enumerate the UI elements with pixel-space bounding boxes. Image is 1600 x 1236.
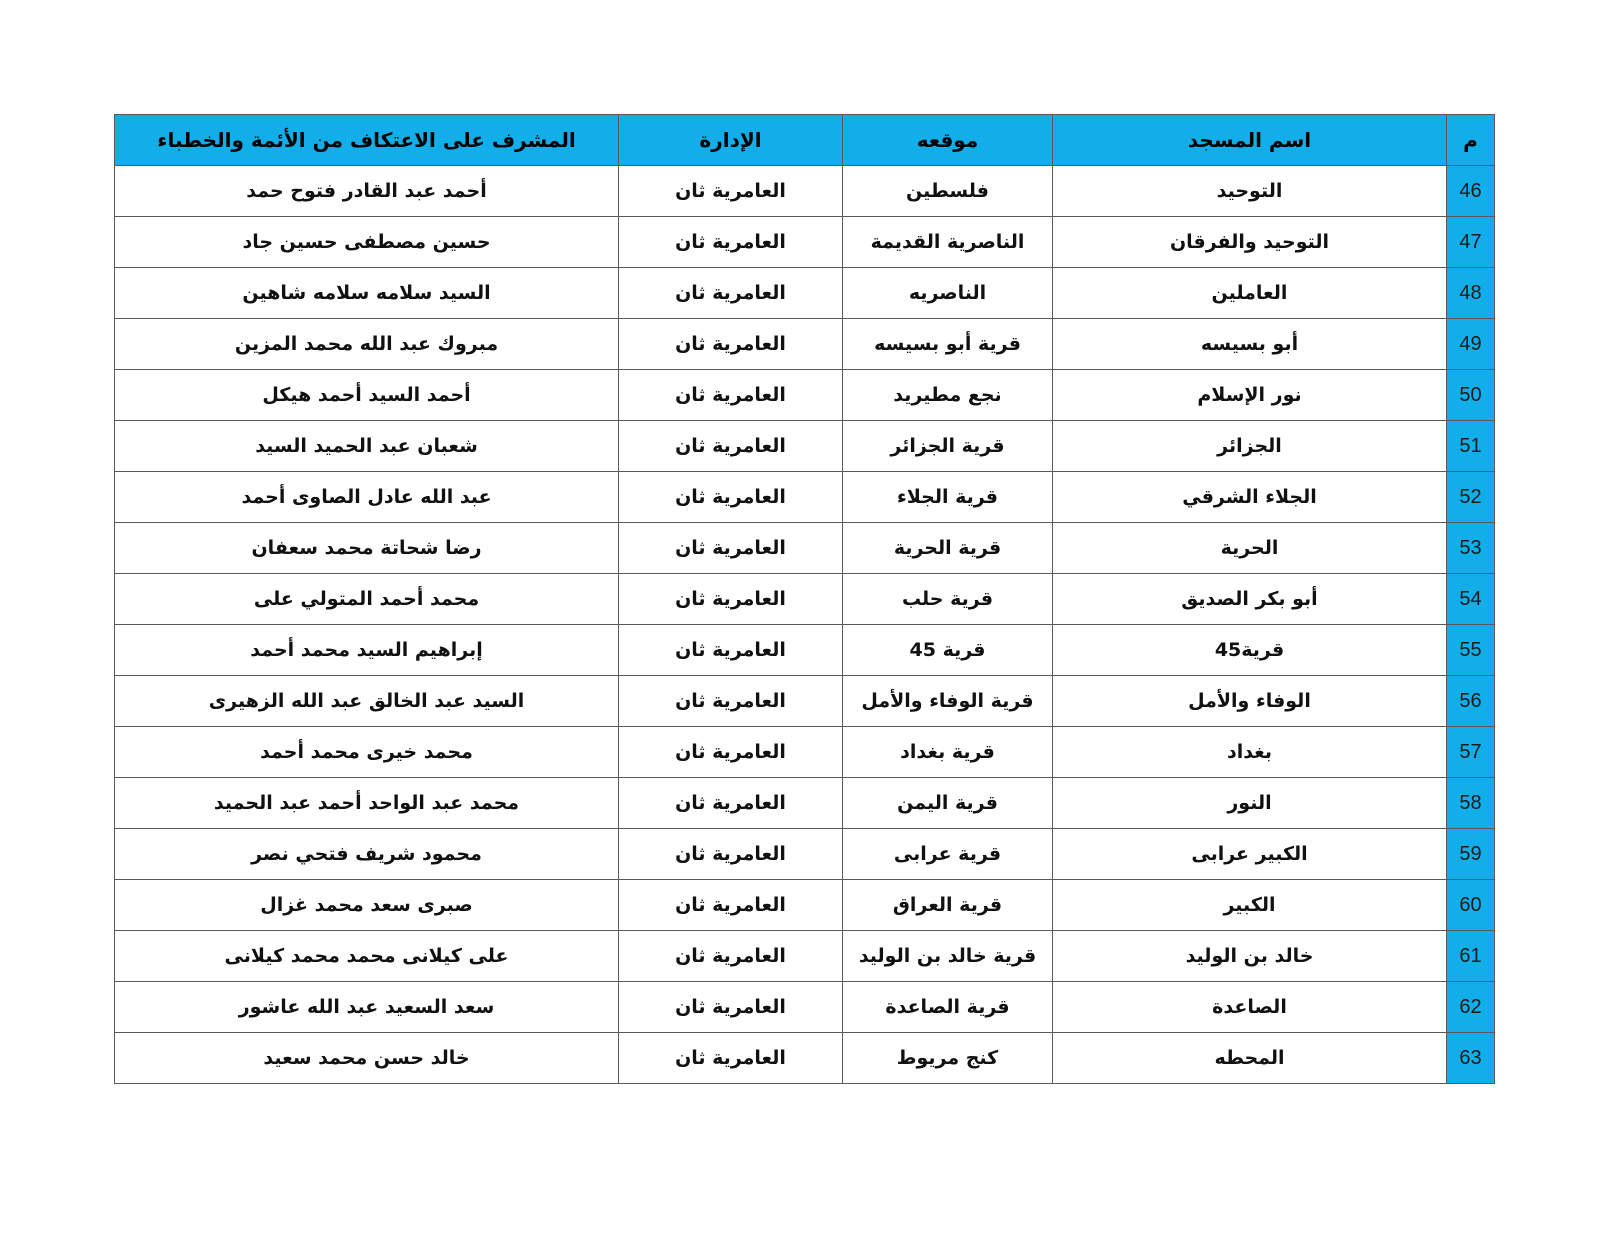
- row-number: 59: [1447, 829, 1495, 880]
- location-cell: فلسطين: [843, 166, 1053, 217]
- administration-cell: العامرية ثان: [619, 982, 843, 1033]
- administration-cell: العامرية ثان: [619, 217, 843, 268]
- table-row: [115, 982, 1495, 1033]
- administration-cell: العامرية ثان: [619, 880, 843, 931]
- mosque-name-cell: بغداد: [1053, 727, 1447, 778]
- table-row: [115, 472, 1495, 523]
- mosque-name-cell: التوحيد: [1053, 166, 1447, 217]
- header-mosque-name: اسم المسجد: [1053, 115, 1447, 166]
- supervisor-cell: شعبان عبد الحميد السيد: [115, 421, 619, 472]
- row-number: 61: [1447, 931, 1495, 982]
- header-administration: الإدارة: [619, 115, 843, 166]
- location-cell: قرية 45: [843, 625, 1053, 676]
- location-cell: الناصرية القديمة: [843, 217, 1053, 268]
- location-cell: كنج مريوط: [843, 1033, 1053, 1084]
- administration-cell: العامرية ثان: [619, 778, 843, 829]
- administration-cell: العامرية ثان: [619, 268, 843, 319]
- administration-cell: العامرية ثان: [619, 931, 843, 982]
- row-number: 49: [1447, 319, 1495, 370]
- table-row: [115, 1033, 1495, 1084]
- location-cell: قرية أبو بسيسه: [843, 319, 1053, 370]
- administration-cell: العامرية ثان: [619, 1033, 843, 1084]
- location-cell: قرية حلب: [843, 574, 1053, 625]
- supervisor-cell: محمد عبد الواحد أحمد عبد الحميد: [115, 778, 619, 829]
- table-row: [115, 370, 1495, 421]
- table-row: [115, 217, 1495, 268]
- row-number: 63: [1447, 1033, 1495, 1084]
- mosque-name-cell: الجلاء الشرقي: [1053, 472, 1447, 523]
- table-row: [115, 829, 1495, 880]
- table-row: [115, 778, 1495, 829]
- location-cell: قرية الصاعدة: [843, 982, 1053, 1033]
- mosque-name-cell: أبو بسيسه: [1053, 319, 1447, 370]
- administration-cell: العامرية ثان: [619, 370, 843, 421]
- supervisor-cell: مبروك عبد الله محمد المزين: [115, 319, 619, 370]
- row-number: 52: [1447, 472, 1495, 523]
- row-number: 62: [1447, 982, 1495, 1033]
- mosque-name-cell: الجزائر: [1053, 421, 1447, 472]
- table-body: [115, 166, 1495, 1084]
- row-number: 47: [1447, 217, 1495, 268]
- location-cell: قرية خالد بن الوليد: [843, 931, 1053, 982]
- location-cell: قرية اليمن: [843, 778, 1053, 829]
- supervisor-cell: صبرى سعد محمد غزال: [115, 880, 619, 931]
- mosque-name-cell: أبو بكر الصديق: [1053, 574, 1447, 625]
- mosque-name-cell: قرية45: [1053, 625, 1447, 676]
- supervisor-cell: السيد عبد الخالق عبد الله الزهيرى: [115, 676, 619, 727]
- supervisor-cell: على كيلانى محمد محمد كيلانى: [115, 931, 619, 982]
- administration-cell: العامرية ثان: [619, 523, 843, 574]
- header-row: [115, 115, 1495, 166]
- table-row: [115, 268, 1495, 319]
- administration-cell: العامرية ثان: [619, 319, 843, 370]
- supervisor-cell: عبد الله عادل الصاوى أحمد: [115, 472, 619, 523]
- location-cell: قرية العراق: [843, 880, 1053, 931]
- mosque-name-cell: الكبير عرابى: [1053, 829, 1447, 880]
- mosque-name-cell: التوحيد والفرقان: [1053, 217, 1447, 268]
- row-number: 57: [1447, 727, 1495, 778]
- row-number: 54: [1447, 574, 1495, 625]
- table-row: [115, 319, 1495, 370]
- header-number: م: [1447, 115, 1495, 166]
- row-number: 55: [1447, 625, 1495, 676]
- row-number: 48: [1447, 268, 1495, 319]
- administration-cell: العامرية ثان: [619, 676, 843, 727]
- row-number: 50: [1447, 370, 1495, 421]
- location-cell: قرية الجزائر: [843, 421, 1053, 472]
- supervisor-cell: أحمد عبد القادر فتوح حمد: [115, 166, 619, 217]
- mosque-name-cell: الكبير: [1053, 880, 1447, 931]
- table-row: [115, 166, 1495, 217]
- row-number: 51: [1447, 421, 1495, 472]
- administration-cell: العامرية ثان: [619, 574, 843, 625]
- location-cell: قرية الحرية: [843, 523, 1053, 574]
- row-number: 58: [1447, 778, 1495, 829]
- table-row: [115, 574, 1495, 625]
- table-header: [115, 115, 1495, 166]
- location-cell: الناصريه: [843, 268, 1053, 319]
- table-row: [115, 931, 1495, 982]
- mosque-name-cell: الصاعدة: [1053, 982, 1447, 1033]
- header-supervisor: المشرف على الاعتكاف من الأئمة والخطباء: [115, 115, 619, 166]
- header-location: موقعه: [843, 115, 1053, 166]
- administration-cell: العامرية ثان: [619, 166, 843, 217]
- supervisor-cell: محمود شريف فتحي نصر: [115, 829, 619, 880]
- row-number: 53: [1447, 523, 1495, 574]
- location-cell: قرية الوفاء والأمل: [843, 676, 1053, 727]
- mosque-name-cell: الحرية: [1053, 523, 1447, 574]
- supervisor-cell: حسين مصطفى حسين جاد: [115, 217, 619, 268]
- row-number: 46: [1447, 166, 1495, 217]
- table-row: [115, 421, 1495, 472]
- location-cell: قرية عرابى: [843, 829, 1053, 880]
- mosque-name-cell: المحطه: [1053, 1033, 1447, 1084]
- row-number: 60: [1447, 880, 1495, 931]
- supervisor-cell: أحمد السيد أحمد هيكل: [115, 370, 619, 421]
- administration-cell: العامرية ثان: [619, 829, 843, 880]
- row-number: 56: [1447, 676, 1495, 727]
- mosque-name-cell: العاملين: [1053, 268, 1447, 319]
- mosque-name-cell: الوفاء والأمل: [1053, 676, 1447, 727]
- mosques-table: [114, 114, 1495, 1084]
- supervisor-cell: رضا شحاتة محمد سعفان: [115, 523, 619, 574]
- administration-cell: العامرية ثان: [619, 472, 843, 523]
- mosque-name-cell: خالد بن الوليد: [1053, 931, 1447, 982]
- location-cell: قرية بغداد: [843, 727, 1053, 778]
- location-cell: نجع مطيريد: [843, 370, 1053, 421]
- administration-cell: العامرية ثان: [619, 421, 843, 472]
- table-row: [115, 880, 1495, 931]
- supervisor-cell: محمد خيرى محمد أحمد: [115, 727, 619, 778]
- administration-cell: العامرية ثان: [619, 727, 843, 778]
- administration-cell: العامرية ثان: [619, 625, 843, 676]
- table-row: [115, 676, 1495, 727]
- mosque-name-cell: نور الإسلام: [1053, 370, 1447, 421]
- supervisor-cell: محمد أحمد المتولي على: [115, 574, 619, 625]
- table-row: [115, 625, 1495, 676]
- supervisor-cell: سعد السعيد عبد الله عاشور: [115, 982, 619, 1033]
- table-row: [115, 727, 1495, 778]
- supervisor-cell: السيد سلامه سلامه شاهين: [115, 268, 619, 319]
- location-cell: قرية الجلاء: [843, 472, 1053, 523]
- supervisor-cell: خالد حسن محمد سعيد: [115, 1033, 619, 1084]
- table-row: [115, 523, 1495, 574]
- supervisor-cell: إبراهيم السيد محمد أحمد: [115, 625, 619, 676]
- mosque-name-cell: النور: [1053, 778, 1447, 829]
